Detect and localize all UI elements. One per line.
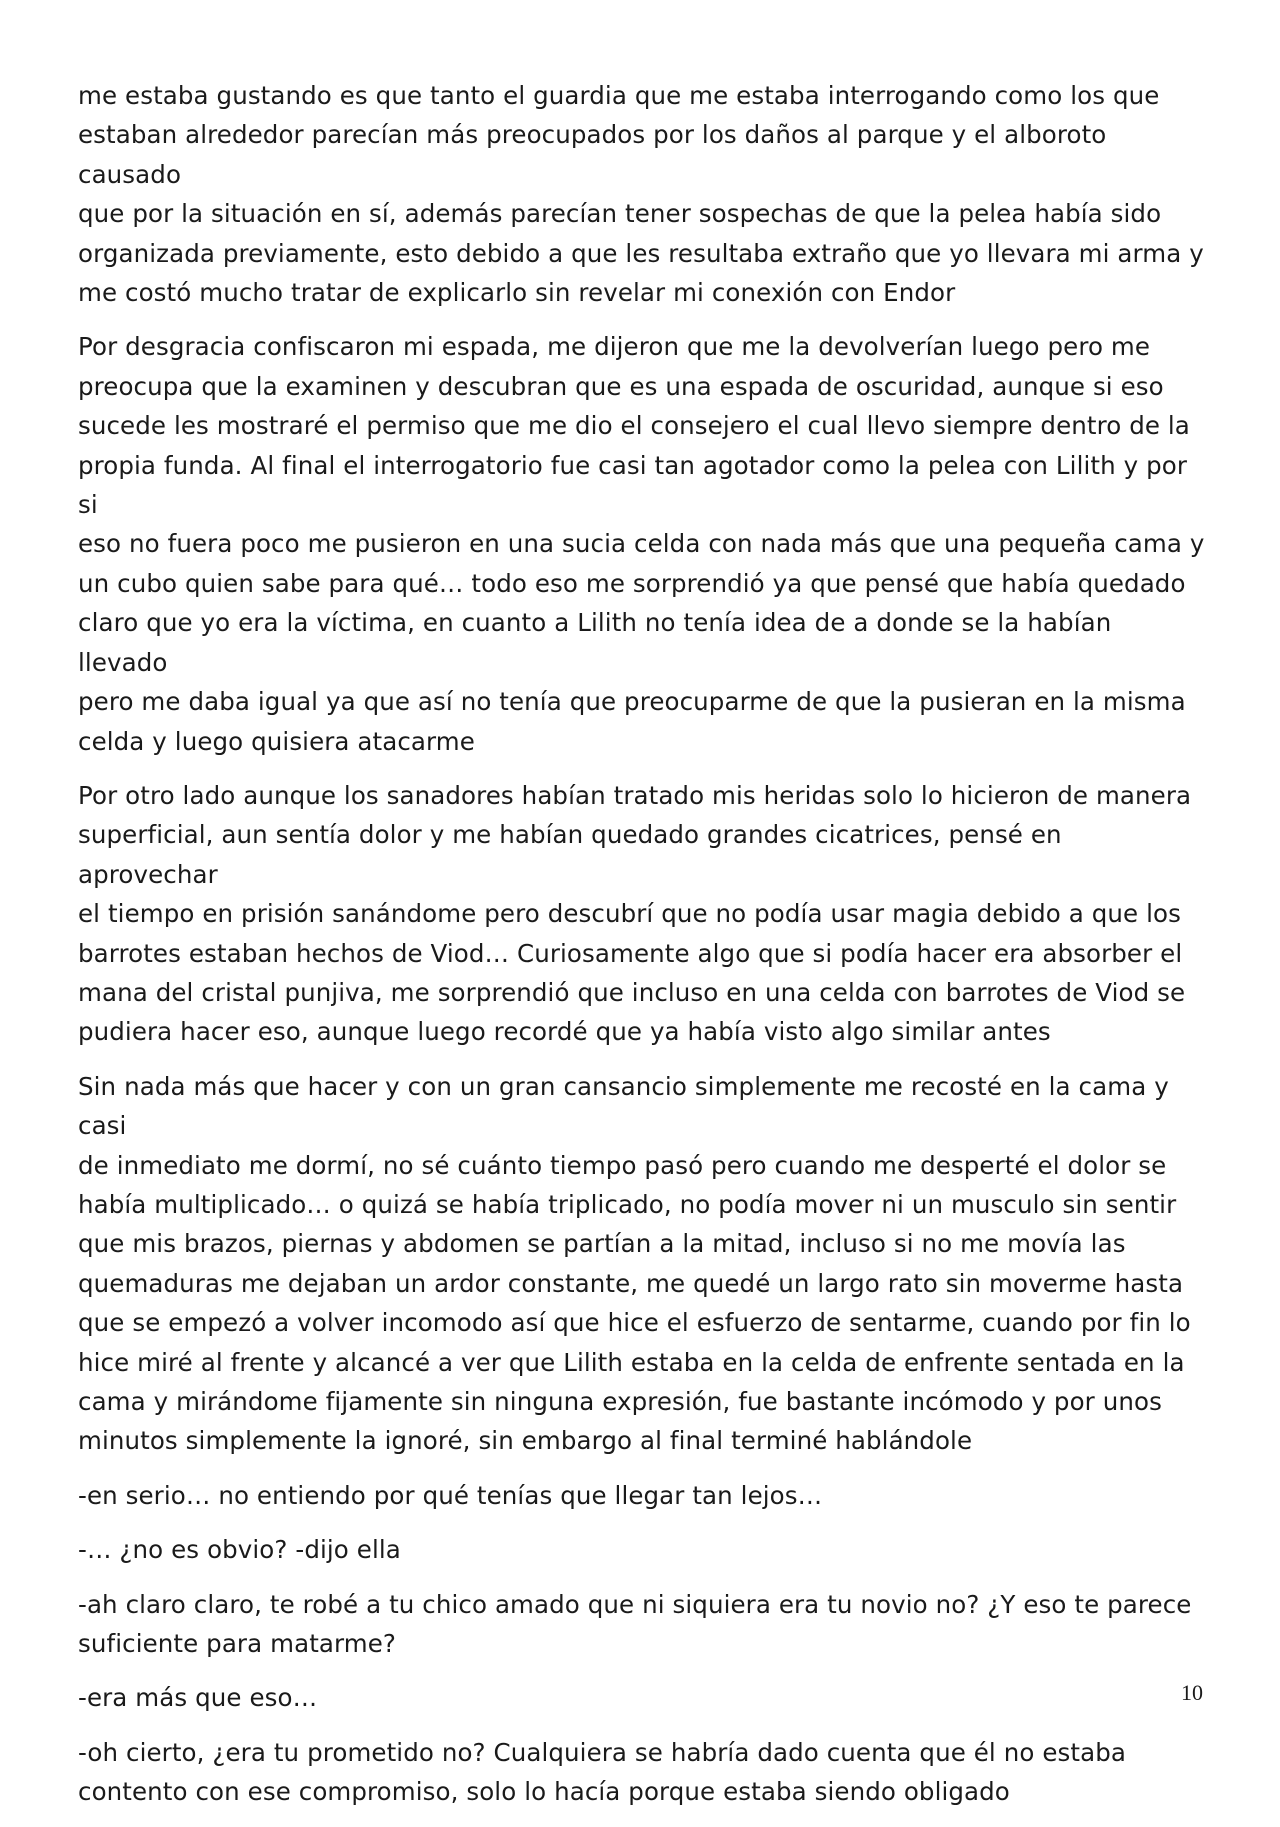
paragraph: Sin nada más que hacer y con un gran cansancio simplemente me recosté en la cama y casi de inmediato me dormí, no sé cuánto tiempo pasó pero cuando me desperté el dolor se había multiplicado… o quizá se había triplicado, no podía mover ni un musculo sin sentir que mis brazos, piernas y abdomen se partían a la mitad, incluso si no me movía las quemaduras me dejaban un ardor constante, me quedé un largo rato sin moverme hasta que se empezó a volver incomodo así que hice el esfuerzo de sentarme, cuando por fin lo hice miré al frente y alcancé a ver que Lilith estaba en la celda de enfrente sentada en la cama y mirándome fijamente sin ninguna expresión, fue bastante incómodo y por unos minutos simplemente la ignoré, sin embargo al final terminé hablándole: [78, 1071, 1191, 1456]
page-number: 10: [1181, 1680, 1203, 1705]
paragraph: Por desgracia confiscaron mi espada, me dijeron que me la devolverían luego pero me preocupa que la examinen y descubran que es una espada de oscuridad, aunque si eso sucede les mostraré el permiso que me dio el consejero el cual llevo siempre dentro de la propia funda. Al final el interrogatorio fue casi tan agotador como la pelea con Lilith y por si eso no fuera poco me pusieron en una sucia celda con nada más que una pequeña cama y un cubo quien sabe para qué… todo eso me sorprendió ya que pensé que había quedado claro que yo era la víctima, en cuanto a Lilith no tenía idea de a donde se la habían llevado pero me daba igual ya que así no tenía que preocuparme de que la pusieran en la misma celda y luego quisiera atacarme: [78, 332, 1205, 756]
dialogue-line: -… ¿no es obvio? -dijo ella: [78, 1535, 401, 1565]
page-text-body: [78, 76, 1208, 1827]
dialogue-line: -en serio… no entiendo por qué tenías que llegar tan lejos…: [78, 1480, 823, 1510]
dialogue-line: -oh cierto, ¿era tu prometido no? Cualquiera se habría dado cuenta que él no estaba contento con ese compromiso, solo lo hacía porque estaba siendo obligado: [78, 1737, 1126, 1807]
paragraph: me estaba gustando es que tanto el guardia que me estaba interrogando como los que estaban alrededor parecían más preocupados por los daños al parque y el alboroto causado que por la situación en sí, además parecían tener sospechas de que la pelea había sido organizada previamente, esto debido a que les resultaba extraño que yo llevara mi arma y me costó mucho tratar de explicarlo sin revelar mi conexión con Endor: [78, 81, 1204, 308]
paragraph: Por otro lado aunque los sanadores habían tratado mis heridas solo lo hicieron de manera superficial, aun sentía dolor y me habían quedado grandes cicatrices, pensé en aprovechar el tiempo en prisión sanándome pero descubrí que no podía usar magia debido a que los barrotes estaban hechos de Viod… Curiosamente algo que si podía hacer era absorber el mana del cristal punjiva, me sorprendió que incluso en una celda con barrotes de Viod se pudiera hacer eso, aunque luego recordé que ya había visto algo similar antes: [78, 780, 1192, 1047]
dialogue-line: -ah claro claro, te robé a tu chico amado que ni siquiera era tu novio no? ¿Y eso te parece suficiente para matarme?: [78, 1589, 1192, 1659]
dialogue-line: -era más que eso…: [78, 1683, 318, 1713]
